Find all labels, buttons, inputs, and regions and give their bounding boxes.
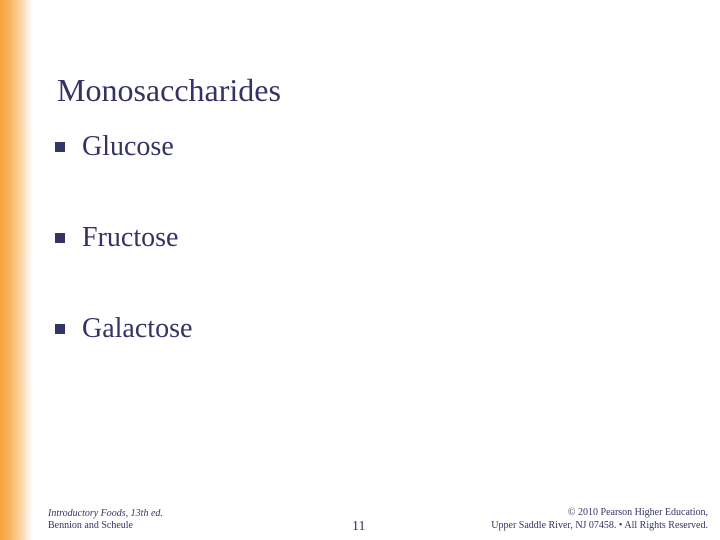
slide-title: Monosaccharides bbox=[57, 72, 281, 108]
square-bullet-icon bbox=[55, 233, 65, 243]
bullet-text: Fructose bbox=[82, 222, 179, 253]
bullet-item-galactose bbox=[55, 307, 192, 351]
footer-book-title: Introductory Foods, 13th ed. bbox=[48, 508, 163, 519]
copyright-line-1: © 2010 Pearson Higher Education, bbox=[567, 507, 708, 518]
page-number: 11 bbox=[352, 519, 366, 534]
square-bullet-icon bbox=[55, 324, 65, 334]
footer-authors: Bennion and Scheule bbox=[48, 520, 133, 531]
bullet-text: Glucose bbox=[82, 131, 174, 162]
copyright-line-2: Upper Saddle River, NJ 07458. • All Rights Reserved. bbox=[491, 520, 708, 531]
bullet-text: Galactose bbox=[82, 313, 193, 344]
decorative-side-band bbox=[0, 0, 32, 540]
footer-copyright bbox=[448, 506, 708, 532]
bullet-item-fructose bbox=[55, 216, 178, 260]
bullet-item-glucose bbox=[55, 125, 174, 169]
square-bullet-icon bbox=[55, 142, 65, 152]
footer-book-info bbox=[48, 508, 163, 532]
